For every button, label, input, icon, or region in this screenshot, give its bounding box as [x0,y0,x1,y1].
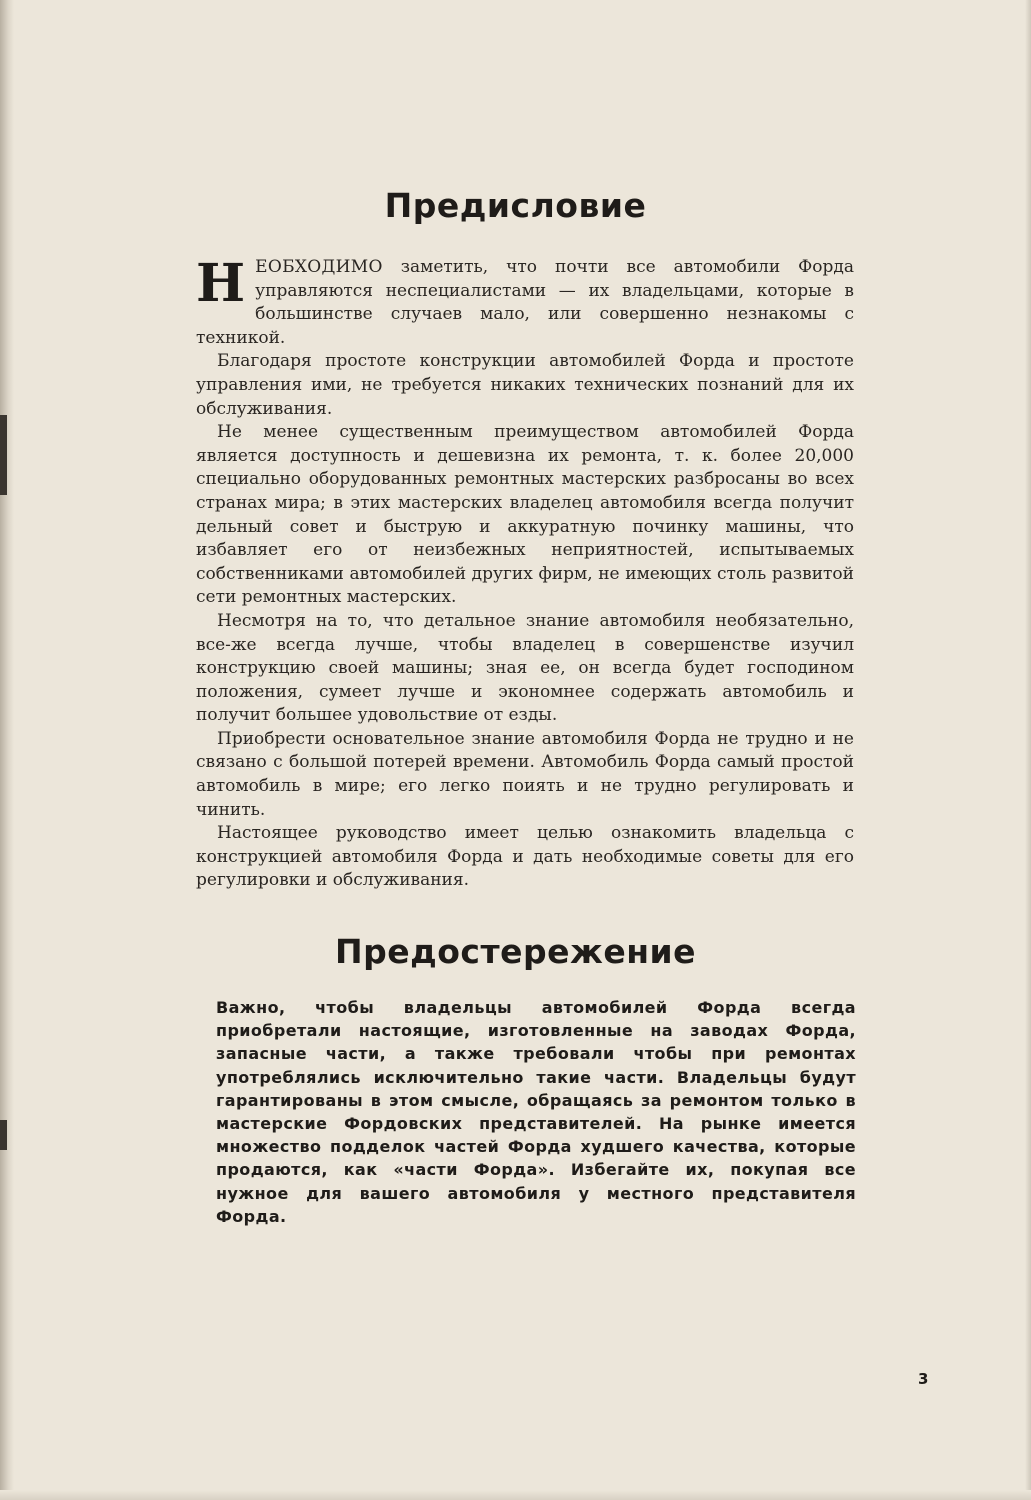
first-word-caps: ЕОБХОДИМО [255,257,383,277]
page-binding-edge [0,0,14,1500]
drop-cap-letter: Н [196,253,246,314]
warning-text: Важно, чтобы владельцы автомобилей Форда всегда приобретали настоящие, изготовленные на заводах Форда, запасные части, а также требовали чтобы при ремонтах употреблялись исключительно такие части. Владельцы будут гарантированы в этом смысле, обращаясь за ремонтом только в мастерские Фордовских представителей. На рынке имеется множество подделок частей Форда худшего качества, которые продаются, как «части Форда». Избегайте их, покупая все нужное для вашего автомобиля у местного представителя Форда. [216,998,856,1226]
page-number: 3 [918,1370,929,1388]
preface-paragraph-5: Приобрести основательное знание автомобиля Форда не трудно и не связано с большой потерей времени. Автомобиль Форда самый простой автомобиль в мире; его легко поиять и не трудно регулировать и чинить. [196,728,854,820]
preface-paragraph-4: Несмотря на то, что детальное знание автомобиля необязательно, все-же всегда лучше, чтобы владелец в совершенстве изучил конструкцию своей машины; зная ее, он всегда будет господином положения, сумеет лучше и экономнее содержать автомобиль и получит большее удовольствие от езды. [196,610,854,726]
preface-paragraph-2: Благодаря простоте конструкции автомобилей Форда и простоте управления ими, не требуется никаких технических познаний для их обслуживания. [196,351,854,419]
page-right-edge [1025,0,1031,1500]
binding-tape-mark [0,415,7,495]
preface-body [196,253,854,893]
binding-tape-mark [0,1120,7,1150]
preface-paragraph-3: Не менее существенным преимуществом автомобилей Форда является доступность и дешевизна их ремонта, т. к. более 20,000 специально оборудованных ремонтных мастерских разбросаны во всех странах мира; в этих мастерских владелец автомобиля всегда получит дельный совет и быструю и аккуратную починку машины, что избавляет его от неизбежных неприятностей, испытываемых собственниками автомобилей других фирм, не имеющих столь развитой сети ремонтных мастерских. [196,422,854,608]
preface-paragraph-6: Настоящее руководство имеет целью ознакомить владельца с конструкцией автомобиля Форда и дать необходимые советы для его регулировки и обслуживания. [196,823,854,891]
page-bottom-edge [0,1490,1031,1500]
preface-paragraph-1-text: заметить, что почти все автомобили Форда управляются неспециалистами — их владельцами, которые в большинстве случаев мало, или совершенно незнакомы с техникой. [196,257,854,348]
preface-paragraph-1 [196,253,854,350]
warning-heading: Предостережение [334,932,697,971]
preface-heading: Предисловие [384,186,647,225]
